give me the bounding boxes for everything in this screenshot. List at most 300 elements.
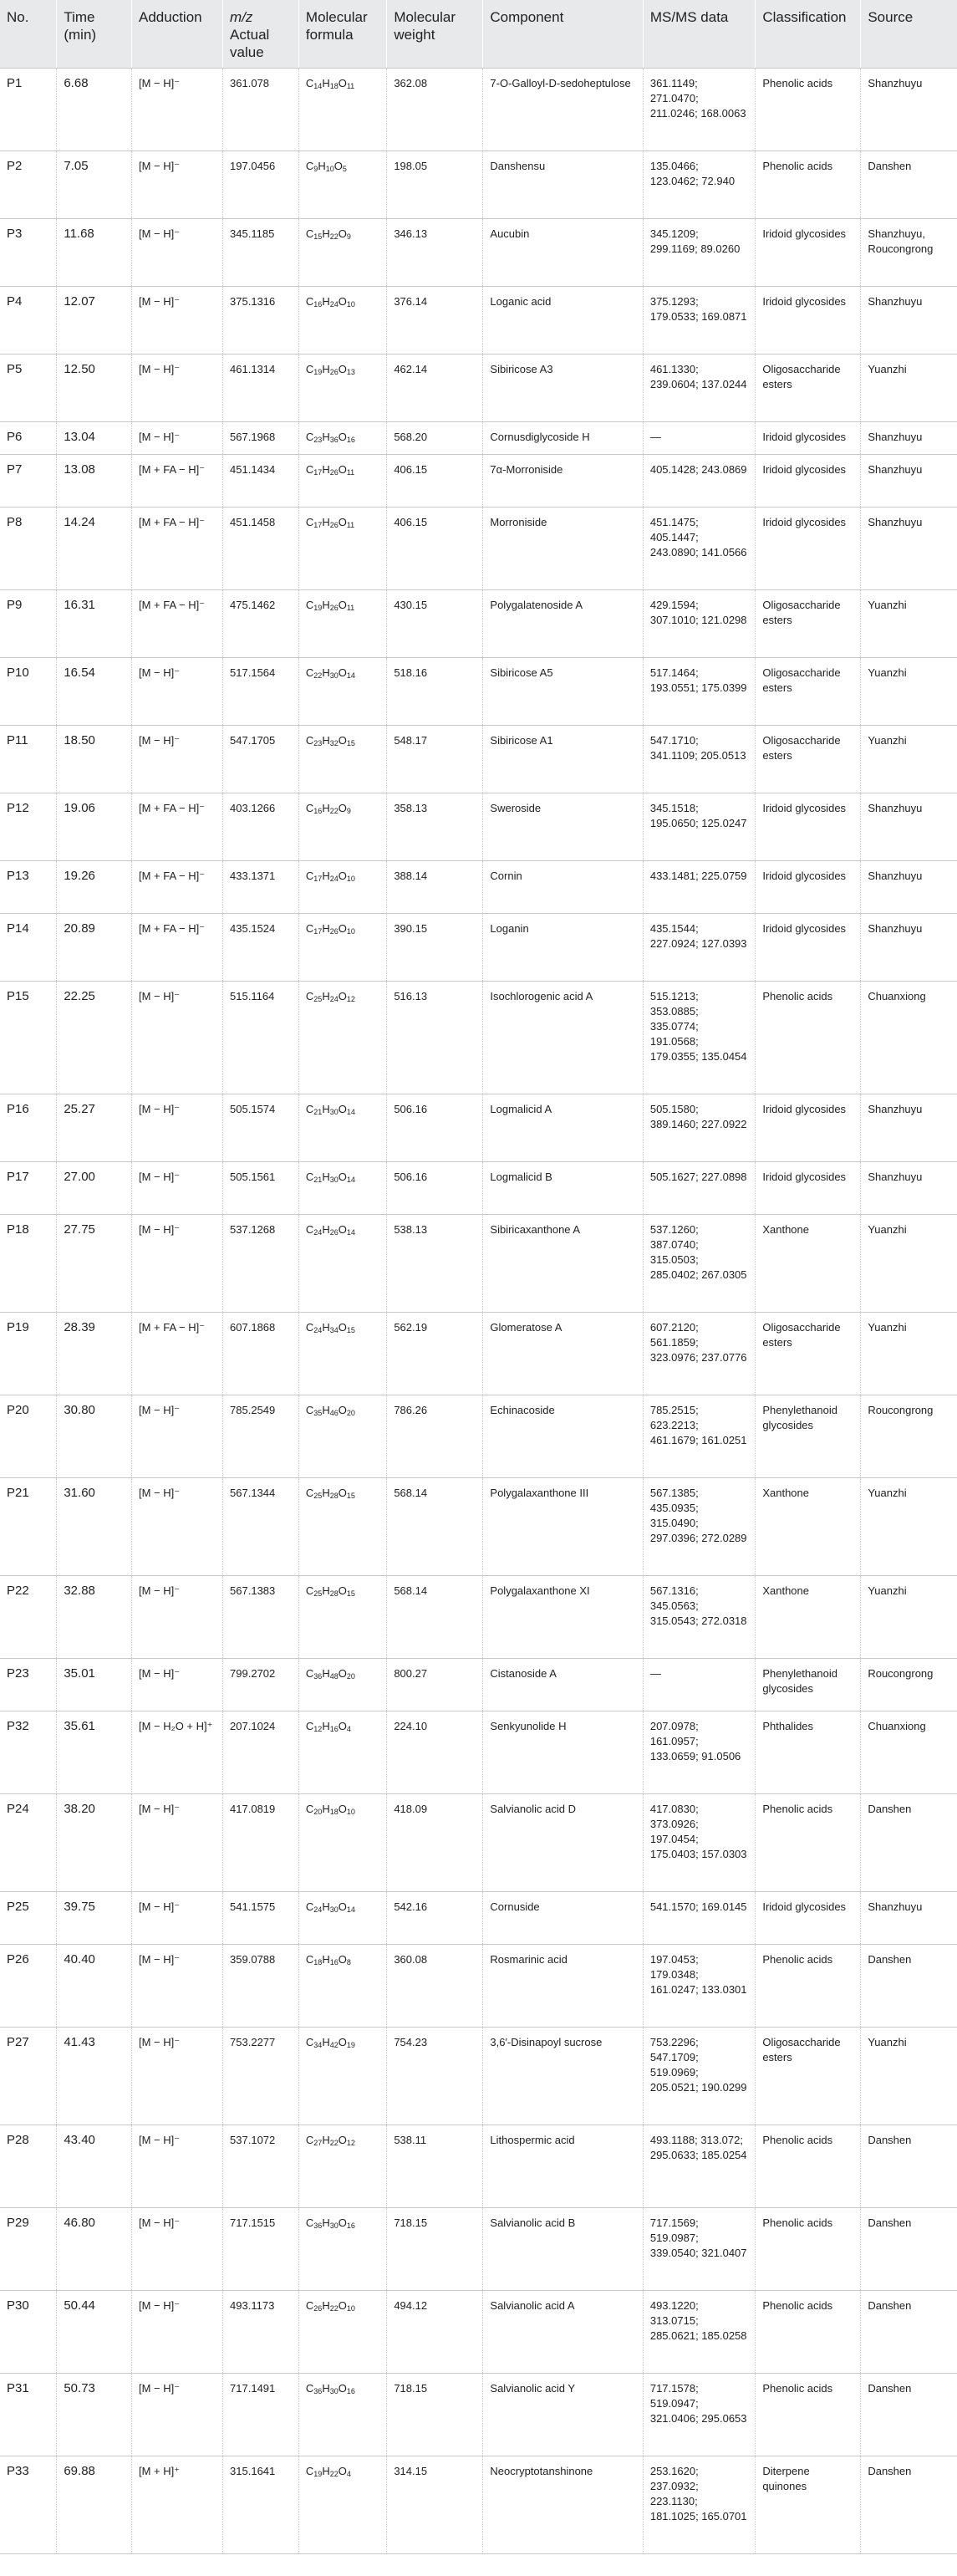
cell-classification: Phenolic acids [756,982,861,1094]
formula-subscript: 36 [329,436,339,444]
formula-subscript: 16 [329,1958,339,1966]
cell-component: Sweroside [483,793,643,861]
formula-element: C [305,2036,314,2048]
cell-classification: Phenolic acids [756,151,861,219]
cell-adduction: [M − H]⁻ [132,287,223,355]
cell-component: Loganic acid [483,287,643,355]
cell-weight: 518.16 [387,658,483,726]
cell-weight: 406.15 [387,508,483,590]
formula-subscript: 15 [346,1589,355,1598]
cell-source: Danshen [861,2125,957,2208]
formula-element: C [305,734,314,747]
cell-adduction: [M − H]⁻ [132,1395,223,1478]
formula-element: H [322,922,330,935]
cell-msms: 505.1580; 389.1460; 227.0922 [643,1094,755,1162]
cell-weight: 406.15 [387,455,483,508]
formula-subscript: 34 [329,1326,339,1334]
header-no: No. [0,0,57,69]
cell-time: 20.89 [57,914,132,982]
cell-mz: 515.1164 [223,982,299,1094]
cell-msms: 547.1710; 341.1109; 205.0513 [643,726,755,793]
formula-element: H [322,363,330,375]
cell-adduction: [M − H]⁻ [132,2291,223,2374]
cell-component: Senkyunolide H [483,1711,643,1794]
cell-formula [298,861,386,914]
cell-classification: Xanthone [756,1576,861,1659]
cell-adduction: [M − H]⁻ [132,422,223,455]
formula-subscript: 26 [329,468,339,477]
formula-element: H [322,1223,330,1236]
formula-element: O [338,1103,347,1115]
cell-time: 50.73 [57,2374,132,2456]
formula-element: C [305,1720,314,1732]
table-row [0,151,957,219]
formula-subscript: 12 [346,995,355,1003]
formula-element: H [322,870,330,882]
cell-adduction: [M − H]⁻ [132,2208,223,2291]
cell-source: Shanzhuyu [861,1162,957,1215]
formula-element: O [338,1720,347,1732]
cell-time: 12.07 [57,287,132,355]
table-row [0,1395,957,1478]
formula-element: C [305,1103,314,1115]
cell-formula [298,2291,386,2374]
cell-component: Sibiricose A5 [483,658,643,726]
cell-mz: 717.1491 [223,2374,299,2456]
formula-subscript: 42 [329,2041,339,2049]
cell-weight: 568.14 [387,1478,483,1576]
cell-formula [298,1162,386,1215]
cell-mz: 361.078 [223,69,299,151]
cell-adduction: [M + FA − H]⁻ [132,455,223,508]
cell-time: 31.60 [57,1478,132,1576]
formula-subscript: 10 [346,1808,355,1816]
cell-source: Yuanzhi [861,658,957,726]
formula-subscript: 10 [346,300,355,309]
formula-element: H [322,1584,330,1597]
cell-mz: 517.1564 [223,658,299,726]
cell-formula [298,151,386,219]
formula-subscript: 14 [346,671,355,680]
formula-element: O [338,227,347,240]
table-row [0,2374,957,2456]
cell-time: 39.75 [57,1892,132,1945]
cell-classification: Iridoid glycosides [756,219,861,287]
cell-mz: 359.0788 [223,1945,299,2028]
formula-element: O [338,1667,347,1680]
formula-element: H [322,1404,330,1416]
formula-subscript: 30 [329,2387,339,2395]
cell-adduction: [M − H]⁻ [132,1478,223,1576]
cell-component: Loganin [483,914,643,982]
cell-mz: 567.1968 [223,422,299,455]
formula-element: O [338,77,347,89]
cell-mz: 567.1383 [223,1576,299,1659]
cell-component: Cistanoside A [483,1659,643,1711]
formula-subscript: 10 [346,927,355,936]
formula-subscript: 24 [313,1326,323,1334]
cell-msms: 433.1481; 225.0759 [643,861,755,914]
cell-classification: Oligosaccharide esters [756,658,861,726]
cell-adduction: [M − H]⁻ [132,355,223,422]
cell-source: Roucongrong [861,1659,957,1711]
cell-component: Glomeratose A [483,1313,643,1395]
formula-element: O [338,295,347,308]
formula-subscript: 9 [346,232,351,241]
cell-source: Danshen [861,1794,957,1892]
cell-time: 30.80 [57,1395,132,1478]
cell-time: 35.01 [57,1659,132,1711]
formula-subscript: 22 [329,232,339,241]
formula-subscript: 13 [346,368,355,376]
cell-mz: 197.0456 [223,151,299,219]
cell-no: P8 [0,508,57,590]
cell-time: 19.26 [57,861,132,914]
cell-msms: 207.0978; 161.0957; 133.0659; 91.0506 [643,1711,755,1794]
cell-classification: Iridoid glycosides [756,861,861,914]
cell-weight: 198.05 [387,151,483,219]
cell-no: P10 [0,658,57,726]
cell-msms: 253.1620; 237.0932; 223.1130; 181.1025; 165.0701 [643,2456,755,2554]
cell-mz: 403.1266 [223,793,299,861]
cell-mz: 435.1524 [223,914,299,982]
formula-subscript: 18 [329,1808,339,1816]
formula-subscript: 30 [329,1905,339,1914]
cell-no: P26 [0,1945,57,2028]
cell-source: Danshen [861,151,957,219]
cell-mz: 375.1316 [223,287,299,355]
formula-element: H [322,2216,330,2229]
cell-component: Aucubin [483,219,643,287]
formula-element: O [333,160,343,172]
formula-element: H [322,1667,330,1680]
cell-component: 7-O-Galloyl-D-sedoheptulose [483,69,643,151]
table-row [0,1711,957,1794]
cell-mz: 315.1641 [223,2456,299,2554]
table-row [0,455,957,508]
cell-weight: 506.16 [387,1162,483,1215]
cell-time: 18.50 [57,726,132,793]
cell-weight: 314.15 [387,2456,483,2554]
formula-element: C [305,990,314,1002]
cell-source: Chuanxiong [861,982,957,1094]
formula-element: C [305,516,314,528]
cell-weight: 388.14 [387,861,483,914]
cell-source: Shanzhuyu [861,422,957,455]
cell-adduction: [M − H₂O + H]⁺ [132,1711,223,1794]
cell-classification: Oligosaccharide esters [756,2028,861,2125]
cell-mz: 475.1462 [223,590,299,658]
cell-classification: Iridoid glycosides [756,1892,861,1945]
cell-no: P6 [0,422,57,455]
cell-msms: 493.1220; 313.0715; 285.0621; 185.0258 [643,2291,755,2374]
cell-classification: Phenolic acids [756,1945,861,2028]
cell-msms: 429.1594; 307.1010; 121.0298 [643,590,755,658]
formula-element: C [305,666,314,679]
formula-element: O [338,1953,347,1966]
cell-mz: 717.1515 [223,2208,299,2291]
formula-element: H [322,666,330,679]
cell-weight: 418.09 [387,1794,483,1892]
cell-component: Isochlorogenic acid A [483,982,643,1094]
formula-subscript: 24 [313,1905,323,1914]
cell-adduction: [M − H]⁻ [132,219,223,287]
cell-msms: 515.1213; 353.0885; 335.0774; 191.0568; 179.0355; 135.0454 [643,982,755,1094]
cell-classification: Iridoid glycosides [756,1094,861,1162]
formula-subscript: 25 [313,1589,323,1598]
formula-element: C [305,1584,314,1597]
formula-subscript: 26 [329,1228,339,1237]
cell-formula [298,2125,386,2208]
table-row [0,1478,957,1576]
cell-time: 35.61 [57,1711,132,1794]
cell-adduction: [M − H]⁻ [132,658,223,726]
cell-weight: 430.15 [387,590,483,658]
formula-element: H [322,1487,330,1499]
table-row [0,982,957,1094]
cell-mz: 785.2549 [223,1395,299,1478]
formula-element: C [305,2299,314,2312]
cell-classification: Xanthone [756,1478,861,1576]
cell-time: 41.43 [57,2028,132,2125]
cell-msms: 541.1570; 169.0145 [643,1892,755,1945]
cell-time: 19.06 [57,793,132,861]
cell-formula [298,422,386,455]
cell-classification: Phenolic acids [756,1794,861,1892]
cell-time: 14.24 [57,508,132,590]
formula-element: H [322,227,330,240]
table-row [0,287,957,355]
formula-subscript: 36 [313,2387,323,2395]
formula-element: C [305,922,314,935]
cell-no: P7 [0,455,57,508]
formula-element: O [338,1171,347,1183]
formula-subscript: 10 [325,165,334,173]
header-mz-rest: Actual value [230,27,270,60]
cell-adduction: [M − H]⁻ [132,69,223,151]
cell-formula [298,219,386,287]
cell-classification: Iridoid glycosides [756,793,861,861]
cell-formula [298,1945,386,2028]
formula-element: C [305,2134,314,2146]
cell-no: P4 [0,287,57,355]
formula-element: H [322,990,330,1002]
formula-subscript: 17 [313,468,323,477]
formula-subscript: 30 [329,2221,339,2230]
header-mz-italic: m/z [230,9,253,25]
cell-weight: 516.13 [387,982,483,1094]
cell-no: P24 [0,1794,57,1892]
cell-adduction: [M + FA − H]⁻ [132,590,223,658]
cell-adduction: [M − H]⁻ [132,151,223,219]
cell-time: 25.27 [57,1094,132,1162]
formula-subscript: 4 [346,2470,351,2478]
formula-element: H [322,77,330,89]
formula-element: O [338,666,347,679]
formula-element: O [338,802,347,814]
cell-msms: 717.1578; 519.0947; 321.0406; 295.0653 [643,2374,755,2456]
cell-formula [298,1094,386,1162]
cell-msms: 493.1188; 313.072; 295.0633; 185.0254 [643,2125,755,2208]
cell-formula [298,355,386,422]
cell-component: Logmalicid A [483,1094,643,1162]
cell-mz: 451.1458 [223,508,299,590]
table-row [0,1892,957,1945]
formula-subscript: 10 [346,875,355,883]
cell-source: Danshen [861,2456,957,2554]
formula-element: C [305,1900,314,1913]
cell-component: Sibiricose A1 [483,726,643,793]
cell-mz: 799.2702 [223,1659,299,1711]
cell-msms: 417.0830; 373.0926; 197.0454; 175.0403; 157.0303 [643,1794,755,1892]
cell-classification: Iridoid glycosides [756,1162,861,1215]
formula-element: O [338,734,347,747]
formula-subscript: 9 [346,807,351,815]
cell-time: 46.80 [57,2208,132,2291]
formula-subscript: 5 [342,165,347,173]
cell-source: Danshen [861,2374,957,2456]
formula-subscript: 26 [313,2304,323,2313]
cell-adduction: [M − H]⁻ [132,1892,223,1945]
formula-subscript: 30 [329,1108,339,1116]
cell-classification: Iridoid glycosides [756,914,861,982]
cell-source: Yuanzhi [861,726,957,793]
cell-classification: Iridoid glycosides [756,455,861,508]
formula-element: C [305,463,314,476]
cell-mz: 417.0819 [223,1794,299,1892]
formula-element: C [305,1404,314,1416]
cell-component: Neocryptotanshinone [483,2456,643,2554]
cell-formula [298,1313,386,1395]
formula-subscript: 21 [313,1108,323,1116]
cell-time: 16.31 [57,590,132,658]
cell-no: P9 [0,590,57,658]
table-body [0,69,957,2554]
formula-element: C [305,2465,314,2477]
cell-msms: 537.1260; 387.0740; 315.0503; 285.0402; 267.0305 [643,1215,755,1313]
formula-subscript: 32 [329,739,339,747]
cell-classification: Phenylethanoid glycosides [756,1659,861,1711]
cell-component: Echinacoside [483,1395,643,1478]
cell-time: 38.20 [57,1794,132,1892]
formula-element: H [322,2299,330,2312]
cell-adduction: [M − H]⁻ [132,1659,223,1711]
cell-source: Shanzhuyu [861,914,957,982]
cell-formula [298,590,386,658]
header-source: Source [861,0,957,69]
cell-mz: 547.1705 [223,726,299,793]
cell-msms: 345.1209; 299.1169; 89.0260 [643,219,755,287]
cell-source: Shanzhuyu [861,1094,957,1162]
cell-time: 6.68 [57,69,132,151]
cell-no: P21 [0,1478,57,1576]
table-row [0,726,957,793]
cell-no: P13 [0,861,57,914]
formula-subscript: 24 [329,300,339,309]
formula-subscript: 12 [313,1725,323,1733]
formula-element: H [322,1900,330,1913]
formula-subscript: 22 [313,671,323,680]
cell-msms: 567.1385; 435.0935; 315.0490; 297.0396; 272.0289 [643,1478,755,1576]
formula-element: H [322,1171,330,1183]
cell-formula [298,455,386,508]
formula-subscript: 16 [313,300,323,309]
table-row [0,1659,957,1711]
cell-time: 43.40 [57,2125,132,2208]
formula-element: C [305,2216,314,2229]
table-row [0,355,957,422]
formula-element: C [305,77,314,89]
cell-time: 16.54 [57,658,132,726]
formula-subscript: 16 [346,2387,355,2395]
cell-formula [298,1215,386,1313]
formula-subscript: 26 [329,927,339,936]
cell-no: P12 [0,793,57,861]
cell-component: Rosmarinic acid [483,1945,643,2028]
formula-element: C [305,1171,314,1183]
cell-formula [298,2456,386,2554]
cell-weight: 548.17 [387,726,483,793]
formula-subscript: 20 [346,1409,355,1417]
cell-source: Yuanzhi [861,590,957,658]
formula-subscript: 26 [329,521,339,529]
formula-subscript: 46 [329,1409,339,1417]
cell-no: P22 [0,1576,57,1659]
cell-weight: 224.10 [387,1711,483,1794]
cell-mz: 537.1268 [223,1215,299,1313]
cell-time: 69.88 [57,2456,132,2554]
formula-subscript: 20 [346,1672,355,1681]
formula-element: H [322,734,330,747]
cell-msms: 517.1464; 193.0551; 175.0399 [643,658,755,726]
formula-subscript: 17 [313,927,323,936]
formula-element: C [305,2382,314,2395]
cell-component: Polygalatenoside A [483,590,643,658]
cell-no: P16 [0,1094,57,1162]
cell-source: Shanzhuyu [861,793,957,861]
cell-weight: 462.14 [387,355,483,422]
formula-element: O [338,463,347,476]
formula-subscript: 11 [346,82,355,90]
formula-element: C [305,160,314,172]
cell-msms: 753.2296; 547.1709; 519.0969; 205.0521; 190.0299 [643,2028,755,2125]
formula-subscript: 18 [313,1958,323,1966]
cell-weight: 390.15 [387,914,483,982]
cell-mz: 207.1024 [223,1711,299,1794]
cell-source: Chuanxiong [861,1711,957,1794]
formula-element: C [305,431,314,443]
formula-element: H [322,1103,330,1115]
formula-element: O [338,1900,347,1913]
cell-source: Shanzhuyu [861,1892,957,1945]
cell-weight: 506.16 [387,1094,483,1162]
table-row [0,2456,957,2554]
cell-no: P18 [0,1215,57,1313]
cell-mz: 433.1371 [223,861,299,914]
cell-msms: 785.2515; 623.2213; 461.1679; 161.0251 [643,1395,755,1478]
cell-component: Polygalaxanthone XI [483,1576,643,1659]
cell-no: P3 [0,219,57,287]
cell-no: P25 [0,1892,57,1945]
cell-time: 40.40 [57,1945,132,2028]
formula-element: C [305,1953,314,1966]
formula-element: H [322,802,330,814]
cell-source: Shanzhuyu [861,508,957,590]
cell-mz: 493.1173 [223,2291,299,2374]
cell-mz: 461.1314 [223,355,299,422]
table-row [0,1945,957,2028]
formula-subscript: 14 [346,1228,355,1237]
